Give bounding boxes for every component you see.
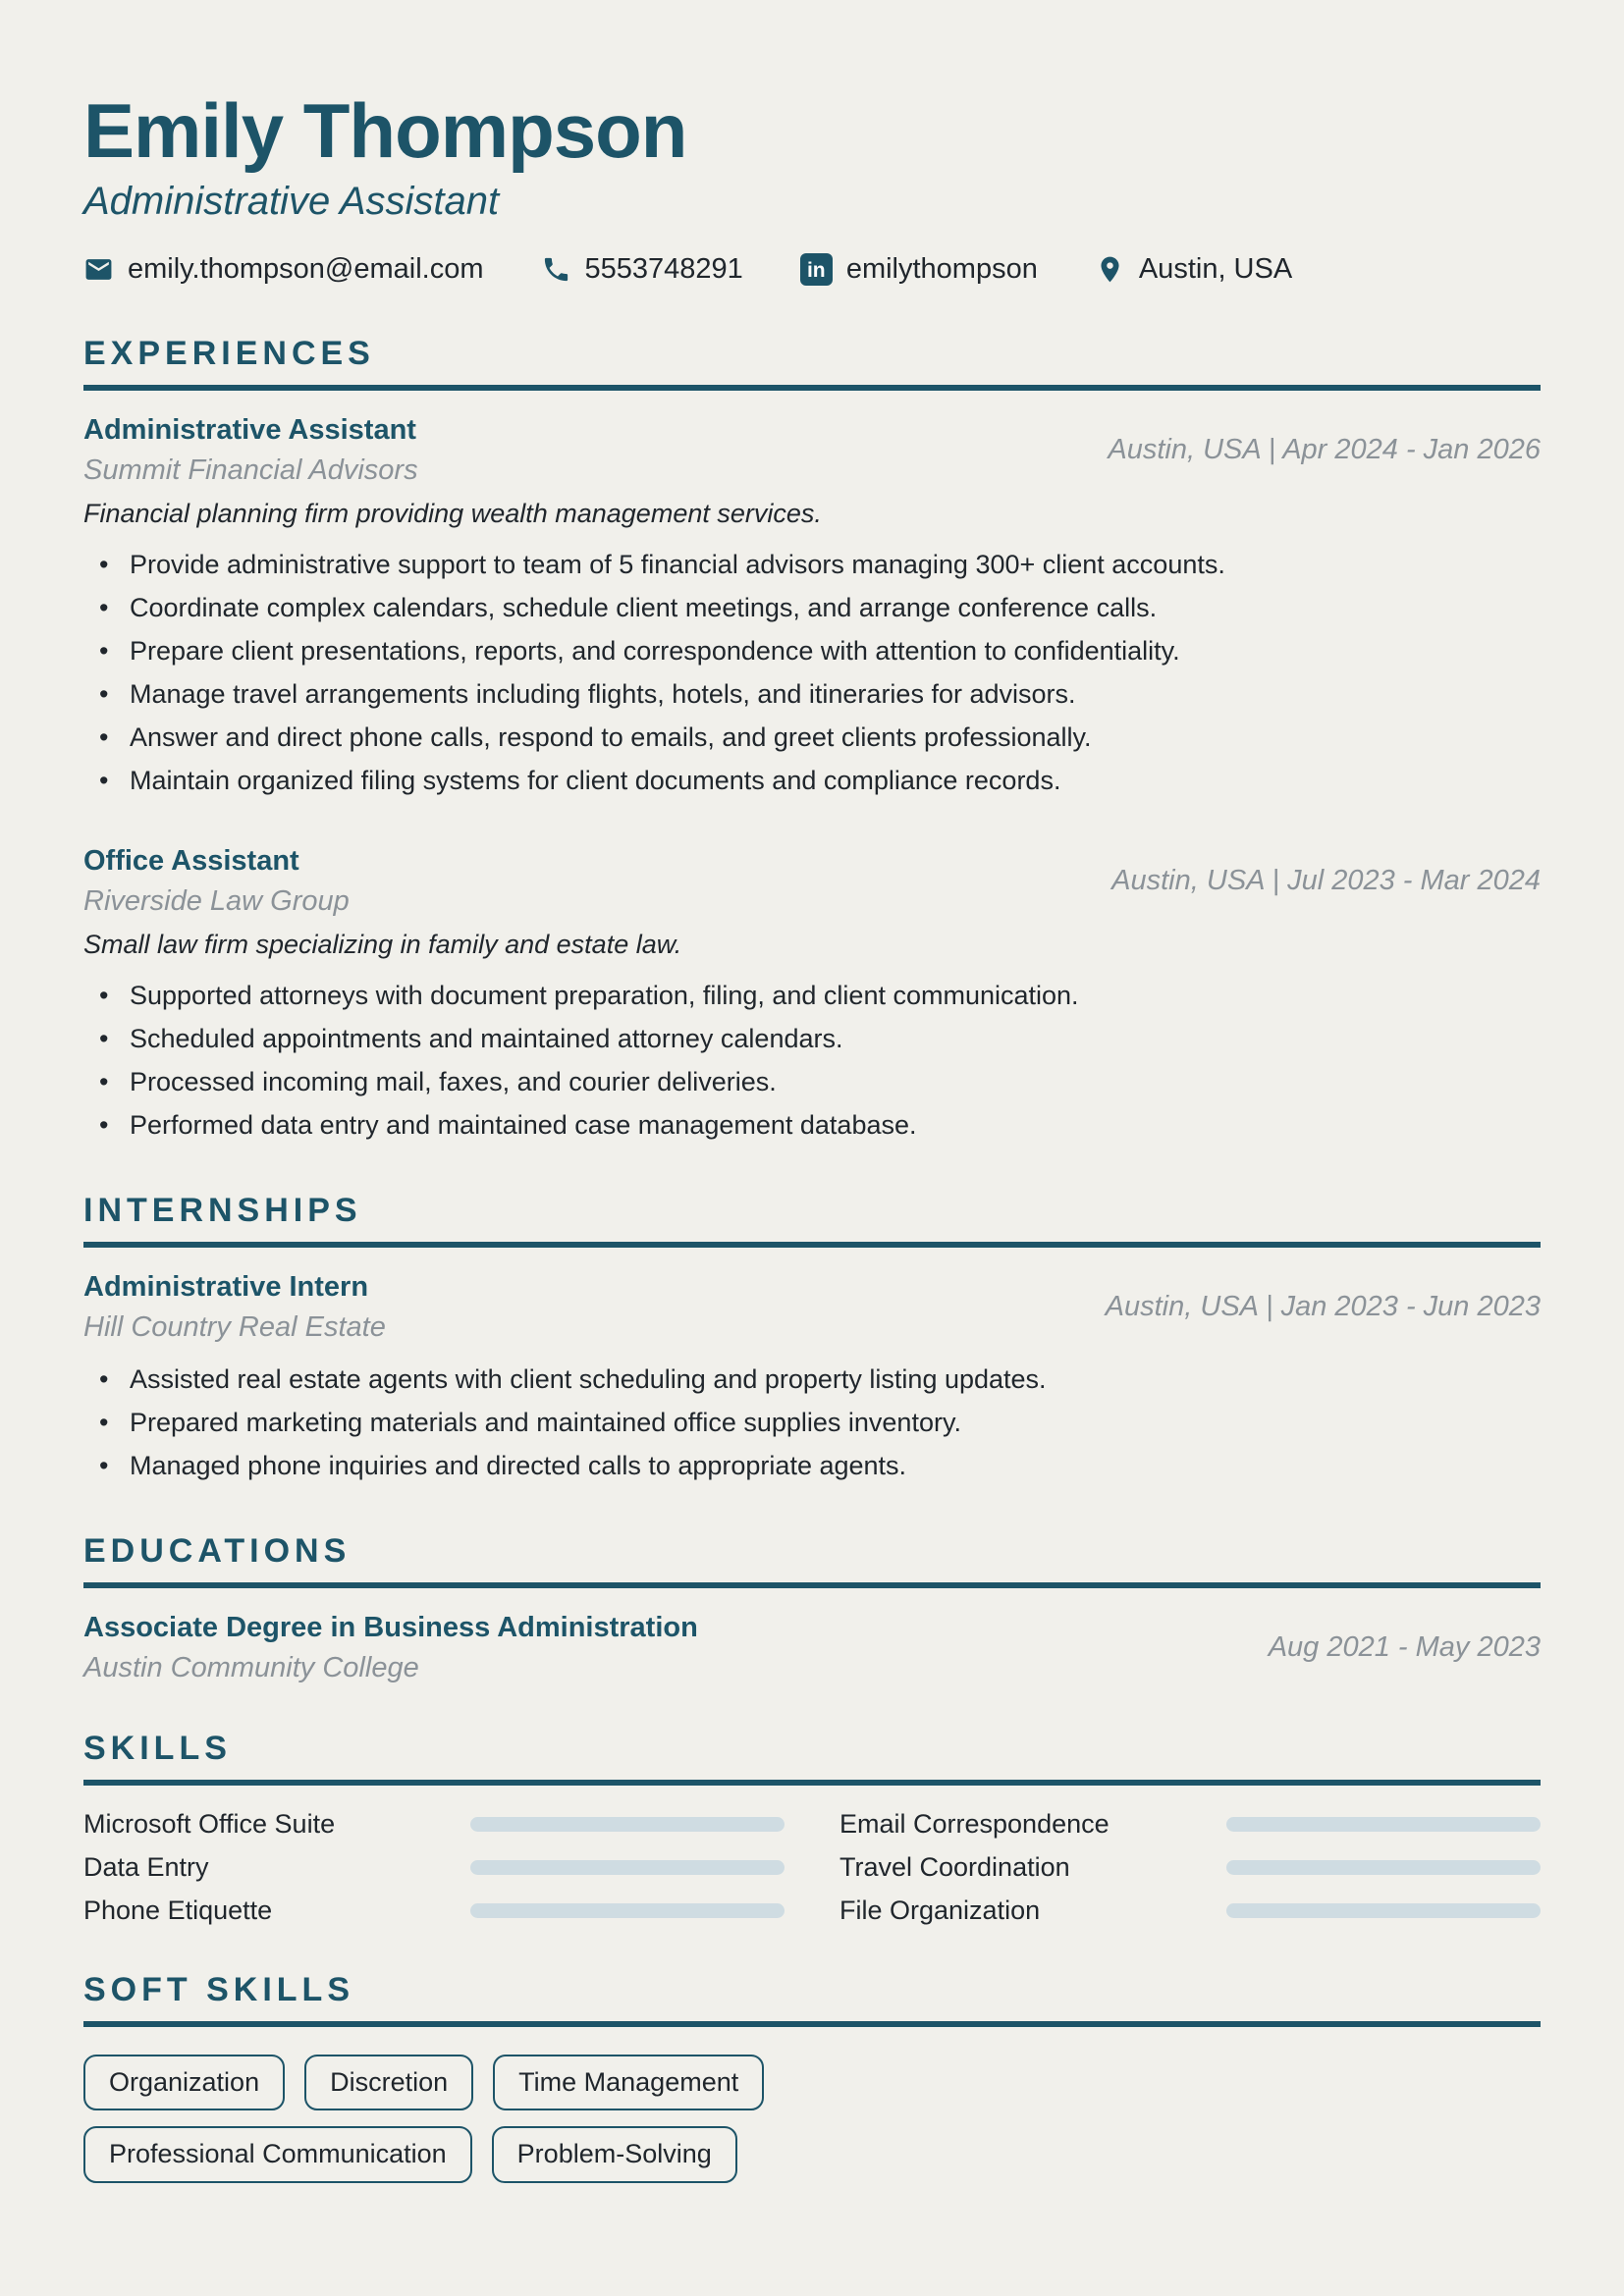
section-experiences — [83, 335, 1541, 1147]
contact-location — [1095, 253, 1292, 286]
job-bullet: • Coordinate complex calendars, schedule client meetings, and arrange conference calls. — [83, 586, 1541, 629]
skill-bar — [1226, 1903, 1541, 1918]
experience-item — [83, 414, 1541, 802]
job-bullet: • Supported attorneys with document preparation, filing, and client communication. — [83, 974, 1541, 1017]
skill-bar — [470, 1903, 785, 1918]
internship-title: Administrative Intern — [83, 1270, 369, 1303]
job-summary: Financial planning firm providing wealth management services. — [83, 498, 822, 528]
section-rule — [83, 1582, 1541, 1588]
school-name: Austin Community College — [83, 1651, 419, 1683]
skill-row — [839, 1852, 1541, 1883]
skills-grid — [83, 1809, 1541, 1926]
soft-skill-chip: Time Management — [493, 2055, 764, 2111]
degree-title: Associate Degree in Business Administration — [83, 1611, 698, 1643]
skill-row — [839, 1809, 1541, 1840]
internship-company: Hill Country Real Estate — [83, 1310, 386, 1343]
soft-skills-heading: SOFT SKILLS — [83, 1970, 354, 2008]
contact-row — [83, 253, 1541, 286]
soft-skill-chips — [83, 2055, 1164, 2183]
job-bullet: • Manage travel arrangements including flights, hotels, and itineraries for advisors. — [83, 672, 1541, 716]
section-internships — [83, 1192, 1541, 1487]
contact-email-text: emily.thompson@email.com — [128, 252, 484, 285]
skills-heading: SKILLS — [83, 1729, 232, 1767]
skill-bar — [1226, 1817, 1541, 1832]
job-location-dates: Austin, USA | Apr 2024 - Jan 2026 — [1108, 434, 1541, 466]
job-location-dates: Austin, USA | Jul 2023 - Mar 2024 — [1111, 865, 1541, 897]
email-icon — [83, 254, 114, 285]
job-bullet: • Provide administrative support to team of 5 financial advisors managing 300+ client accounts. — [83, 543, 1541, 586]
job-bullet-list — [83, 543, 1541, 802]
education-item — [83, 1612, 1541, 1684]
skill-label: Email Correspondence — [839, 1808, 1110, 1839]
skill-label: Data Entry — [83, 1851, 209, 1882]
internship-location-dates: Austin, USA | Jan 2023 - Jun 2023 — [1105, 1291, 1541, 1323]
section-rule — [83, 2021, 1541, 2027]
location-icon — [1095, 254, 1125, 285]
experience-item — [83, 845, 1541, 1147]
contact-phone-text: 5553748291 — [584, 252, 743, 285]
phone-icon — [541, 254, 571, 285]
skill-bar — [470, 1817, 785, 1832]
skill-bar — [1226, 1860, 1541, 1875]
job-bullet: • Prepare client presentations, reports, and correspondence with attention to confidentiality. — [83, 629, 1541, 672]
experiences-heading: EXPERIENCES — [83, 334, 375, 372]
contact-linkedin — [800, 253, 1038, 286]
contact-phone — [541, 253, 743, 286]
section-rule — [83, 385, 1541, 391]
job-bullet: • Answer and direct phone calls, respond to emails, and greet clients professionally. — [83, 716, 1541, 759]
section-soft-skills — [83, 1971, 1541, 2183]
skill-label: Phone Etiquette — [83, 1895, 273, 1925]
internships-heading: INTERNSHIPS — [83, 1191, 362, 1229]
job-company: Riverside Law Group — [83, 884, 350, 917]
skill-label: Travel Coordination — [839, 1851, 1070, 1882]
soft-skill-chip: Problem-Solving — [492, 2126, 737, 2183]
internship-bullet-list — [83, 1358, 1541, 1487]
soft-skill-chip: Organization — [83, 2055, 285, 2111]
contact-linkedin-text: emilythompson — [845, 252, 1038, 285]
skill-label: Microsoft Office Suite — [83, 1808, 336, 1839]
internship-bullet: • Managed phone inquiries and directed calls to appropriate agents. — [83, 1444, 1541, 1487]
contact-location-text: Austin, USA — [1138, 252, 1293, 285]
job-title: Administrative Assistant — [83, 413, 416, 446]
internship-bullet: • Prepared marketing materials and maintained office supplies inventory. — [83, 1401, 1541, 1444]
skill-row — [83, 1809, 785, 1840]
skill-row — [83, 1852, 785, 1883]
job-bullet: • Performed data entry and maintained case management database. — [83, 1103, 1541, 1147]
job-bullet-list — [83, 974, 1541, 1147]
job-bullet: • Scheduled appointments and maintained attorney calendars. — [83, 1017, 1541, 1060]
person-title: Administrative Assistant — [83, 179, 500, 223]
job-bullet: • Processed incoming mail, faxes, and courier deliveries. — [83, 1060, 1541, 1103]
section-educations — [83, 1532, 1541, 1684]
section-rule — [83, 1242, 1541, 1248]
skills-column-right — [839, 1809, 1541, 1926]
resume-header — [83, 87, 1541, 286]
education-dates: Aug 2021 - May 2023 — [1268, 1631, 1541, 1664]
job-summary: Small law firm specializing in family and estate law. — [83, 929, 682, 959]
section-skills — [83, 1730, 1541, 1926]
soft-skill-chip: Professional Communication — [83, 2126, 472, 2183]
section-rule — [83, 1780, 1541, 1786]
job-bullet: • Maintain organized filing systems for client documents and compliance records. — [83, 759, 1541, 802]
contact-email — [83, 253, 484, 286]
job-company: Summit Financial Advisors — [83, 454, 418, 486]
skill-bar — [470, 1860, 785, 1875]
skill-row — [839, 1896, 1541, 1926]
internship-bullet: • Assisted real estate agents with client scheduling and property listing updates. — [83, 1358, 1541, 1401]
linkedin-icon: in — [800, 253, 833, 286]
skills-column-left — [83, 1809, 785, 1926]
person-name: Emily Thompson — [83, 87, 687, 174]
skill-row — [83, 1896, 785, 1926]
internship-item — [83, 1271, 1541, 1487]
skill-label: File Organization — [839, 1895, 1041, 1925]
educations-heading: EDUCATIONS — [83, 1531, 352, 1570]
soft-skill-chip: Discretion — [304, 2055, 473, 2111]
job-title: Office Assistant — [83, 844, 299, 877]
